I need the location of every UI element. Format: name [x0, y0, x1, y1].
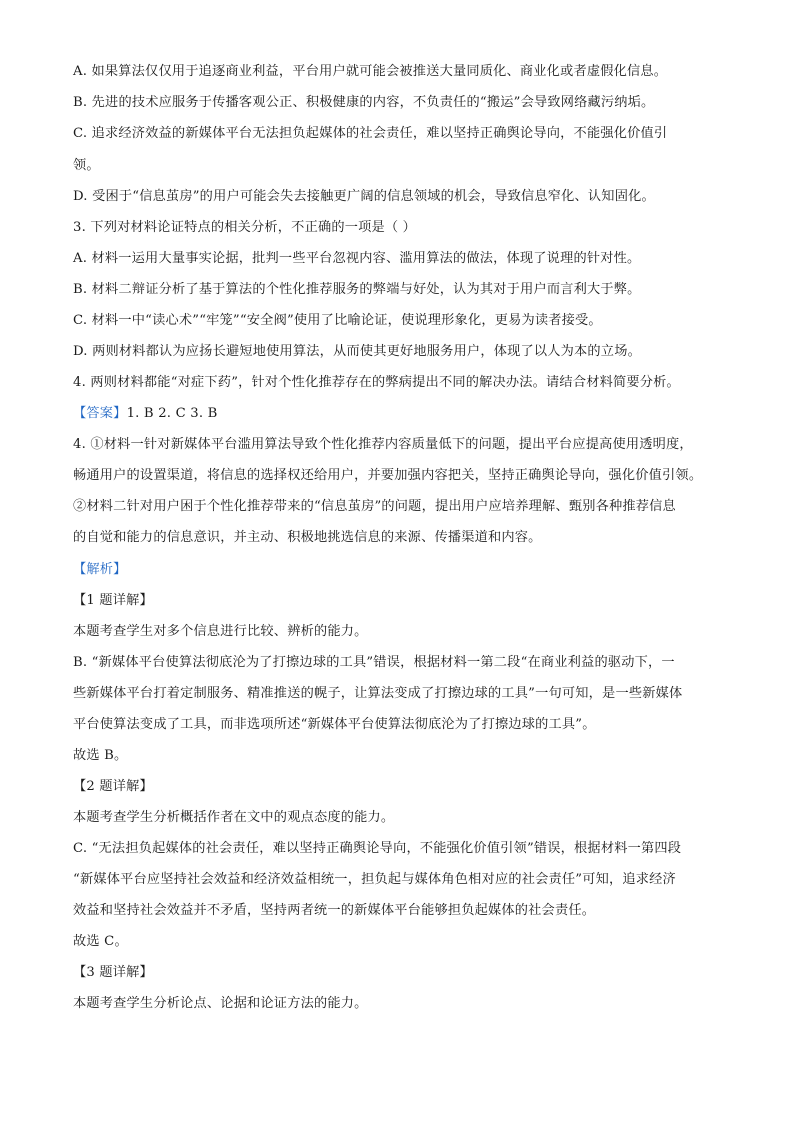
text-line: 本题考查学生分析论点、论据和论证方法的能力。: [73, 996, 368, 1011]
section-label: 【解析】: [73, 562, 127, 577]
answer-text: 1. B 2. C 3. B: [126, 406, 218, 421]
text-line: 本题考查学生分析概括作者在文中的观点态度的能力。: [73, 810, 395, 825]
text-line: 本题考查学生对多个信息进行比较、辨析的能力。: [73, 624, 368, 639]
text-line: 畅通用户的设置渠道，将信息的选择权还给用户，并要加强内容把关，坚持正确舆论导向，强化价值引领。: [73, 468, 703, 483]
text-line: 4. ①材料一针对新媒体平台滥用算法导致个性化推荐内容质量低下的问题，提出平台应提高使用透明度，: [73, 437, 693, 452]
text-line: 3. 下列对材料论证特点的相关分析，不正确的一项是（ ）: [73, 220, 417, 235]
text-line: B. 材料二辩证分析了基于算法的个性化推荐服务的弊端与好处，认为其对于用户而言利大于弊。: [73, 282, 641, 297]
text-line: 【2 题详解】: [73, 779, 153, 794]
text-line: C. “无法担负起媒体的社会责任，难以坚持正确舆论导向，不能强化价值引领”错误，根据材料一第四段: [73, 841, 682, 856]
text-line: 平台使算法变成了工具，而非选项所述“新媒体平台使算法彻底沦为了打擦边球的工具”。: [73, 717, 596, 732]
text-line: A. 如果算法仅仅用于追逐商业利益，平台用户就可能会被推送大量同质化、商业化或者虚假化信息。: [73, 64, 668, 79]
text-line: 【3 题详解】: [73, 965, 153, 980]
text-line: A. 材料一运用大量事实论据，批判一些平台忽视内容、滥用算法的做法，体现了说理的针对性。: [73, 251, 641, 266]
text-line: “新媒体平台应坚持社会效益和经济效益相统一，担负起与媒体角色相对应的社会责任”可知，追求经济: [73, 872, 676, 887]
text-line: C. 追求经济效益的新媒体平台无法担负起媒体的社会责任，难以坚持正确舆论导向，不能强化价值引: [73, 126, 668, 141]
text-line: 故选 C。: [73, 934, 128, 949]
answer-label: 【答案】: [73, 406, 127, 421]
text-line: 的自觉和能力的信息意识，并主动、积极地挑选信息的来源、传播渠道和内容。: [73, 530, 542, 545]
answer-line: [73, 404, 218, 424]
text-line: 故选 B。: [73, 748, 128, 763]
text-line: 领。: [73, 158, 100, 173]
text-line: B. “新媒体平台使算法彻底沦为了打擦边球的工具”错误，根据材料一第二段“在商业利益的驱动下，一: [73, 655, 675, 670]
text-line: B. 先进的技术应服务于传播客观公正、积极健康的内容，不负责任的“搬运”会导致网络藏污纳垢。: [73, 95, 655, 110]
text-line: D. 两则材料都认为应扬长避短地使用算法，从而使其更好地服务用户，体现了以人为本的立场。: [73, 344, 641, 359]
text-line: 4. 两则材料都能“对症下药”，针对个性化推荐存在的弊病提出不同的解决办法。请结合材料简要分析。: [73, 375, 680, 390]
text-line: 些新媒体平台打着定制服务、精准推送的幌子，让算法变成了打擦边球的工具”一句可知，是一些新媒体: [73, 686, 683, 701]
text-line: 【1 题详解】: [73, 593, 153, 608]
text-line: D. 受困于“信息茧房”的用户可能会失去接触更广阔的信息领域的机会，导致信息窄化、认知固化。: [73, 189, 655, 204]
text-line: ②材料二针对用户困于个性化推荐带来的“信息茧房”的问题，提出用户应培养理解、甄别各种推荐信息: [73, 499, 676, 514]
text-line: 效益和坚持社会效益并不矛盾，坚持两者统一的新媒体平台能够担负起媒体的社会责任。: [73, 903, 596, 918]
text-line: C. 材料一中“读心术”“牢笼”“安全阀”使用了比喻论证，使说理形象化，更易为读者接受。: [73, 313, 602, 328]
